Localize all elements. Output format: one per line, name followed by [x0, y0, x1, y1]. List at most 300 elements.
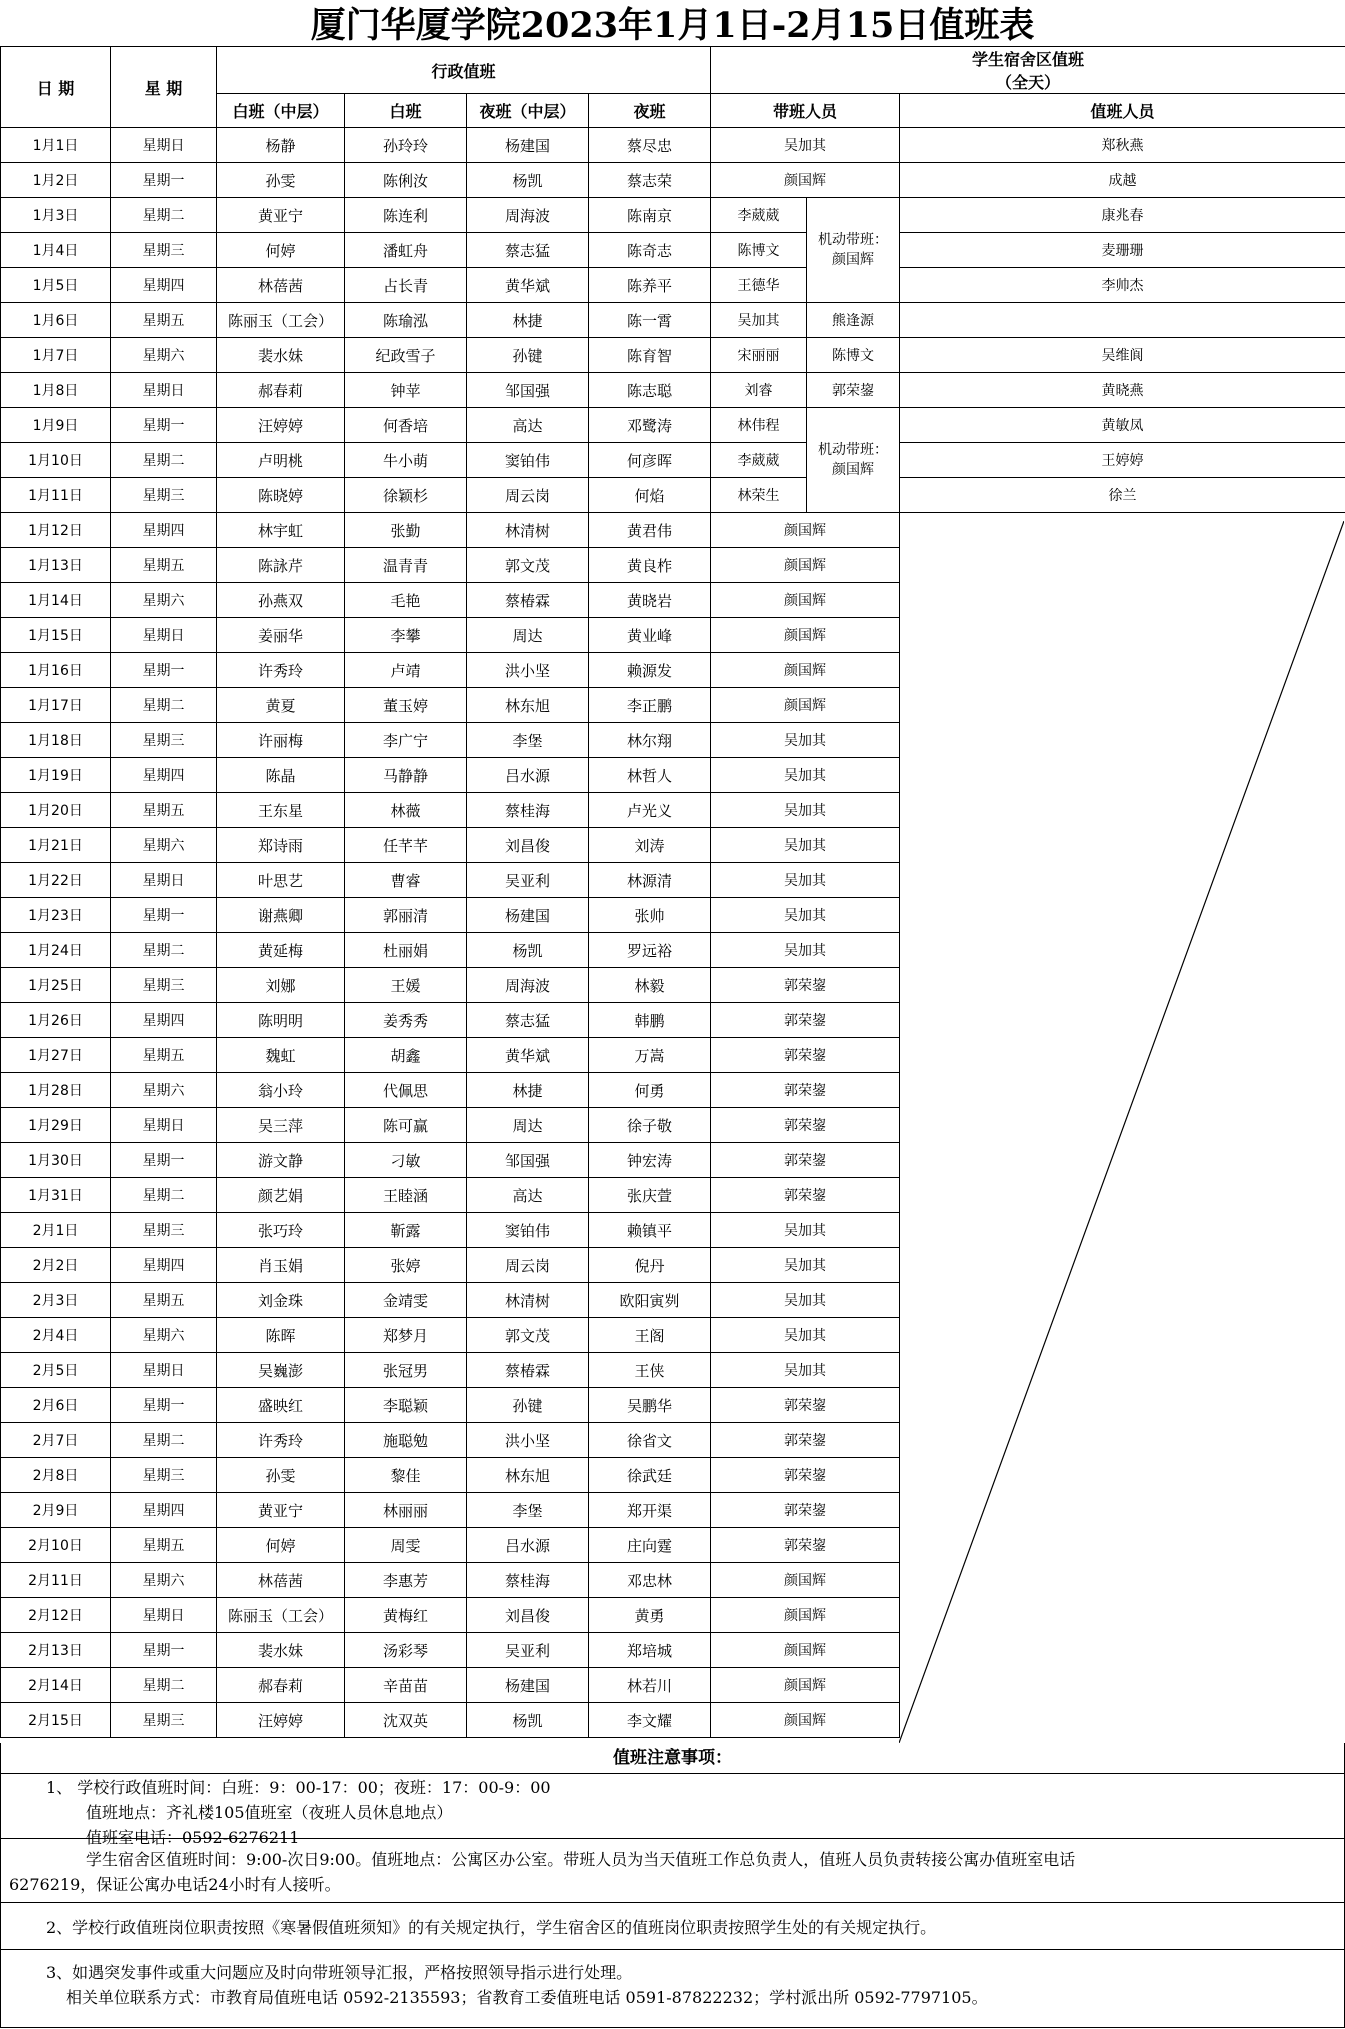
- day-cell: 王睦涵: [345, 1178, 467, 1213]
- day-cell: 代佩思: [345, 1073, 467, 1108]
- leader-cell: 郭荣鋆: [711, 1073, 900, 1108]
- weekday-cell: 星期三: [111, 723, 217, 758]
- note-1-line-2: 值班地点：齐礼楼105值班室（夜班人员休息地点）: [86, 1803, 453, 1822]
- day-mid-cell: 颜艺娟: [217, 1178, 345, 1213]
- day-cell: 钟苹: [345, 373, 467, 408]
- night-mid-cell: 杨凯: [467, 163, 589, 198]
- weekday-cell: 星期二: [111, 933, 217, 968]
- note-1b-line-1: 学生宿舍区值班时间：9:00-次日9:00。值班地点：公寓区办公室。带班人员为当天值班工作总负责人，值班人员负责转接公寓办值班室电话: [86, 1850, 1076, 1869]
- night-cell: 陈志聪: [589, 373, 711, 408]
- staff-cell: 麦珊珊: [900, 233, 1345, 268]
- leader-2-cell: 郭荣鋆: [807, 373, 900, 408]
- leader-cell: 吴加其: [711, 303, 807, 338]
- day-mid-cell: 翁小玲: [217, 1073, 345, 1108]
- day-mid-cell: 肖玉娟: [217, 1248, 345, 1283]
- night-cell: 林哲人: [589, 758, 711, 793]
- day-cell: 陈可赢: [345, 1108, 467, 1143]
- day-cell: 陈俐汝: [345, 163, 467, 198]
- date-cell: 1月29日: [1, 1108, 111, 1143]
- day-cell: 施聪勉: [345, 1423, 467, 1458]
- night-mid-cell: 周云岗: [467, 478, 589, 513]
- night-cell: 王侠: [589, 1353, 711, 1388]
- date-cell: 1月9日: [1, 408, 111, 443]
- night-mid-cell: 高达: [467, 1178, 589, 1213]
- night-mid-cell: 周海波: [467, 968, 589, 1003]
- day-mid-cell: 黄延梅: [217, 933, 345, 968]
- night-cell: 陈南京: [589, 198, 711, 233]
- day-cell: 温青青: [345, 548, 467, 583]
- day-cell: 林薇: [345, 793, 467, 828]
- day-mid-cell: 陈詠芹: [217, 548, 345, 583]
- weekday-cell: 星期六: [111, 828, 217, 863]
- day-cell: 马静静: [345, 758, 467, 793]
- day-mid-cell: 魏虹: [217, 1038, 345, 1073]
- night-mid-cell: 杨建国: [467, 128, 589, 163]
- mobile-leader-label: 机动带班：: [818, 232, 889, 248]
- day-mid-cell: 陈晖: [217, 1318, 345, 1353]
- night-cell: 何勇: [589, 1073, 711, 1108]
- day-mid-cell: 孙雯: [217, 1458, 345, 1493]
- day-mid-cell: 叶思艺: [217, 863, 345, 898]
- date-cell: 1月6日: [1, 303, 111, 338]
- night-cell: 徐武廷: [589, 1458, 711, 1493]
- day-mid-cell: 陈丽玉（工会）: [217, 1598, 345, 1633]
- day-cell: 毛艳: [345, 583, 467, 618]
- table-row: [1, 198, 1345, 233]
- header-dorm-subtitle: （全天）: [996, 73, 1061, 92]
- date-cell: 1月8日: [1, 373, 111, 408]
- weekday-cell: 星期一: [111, 1143, 217, 1178]
- mobile-leader-cell: [807, 198, 900, 303]
- night-mid-cell: 李堡: [467, 723, 589, 758]
- weekday-cell: 星期五: [111, 1038, 217, 1073]
- night-cell: 何焰: [589, 478, 711, 513]
- day-mid-cell: 裴水妹: [217, 1633, 345, 1668]
- staff-cell: 王婷婷: [900, 443, 1345, 478]
- weekday-cell: 星期日: [111, 1353, 217, 1388]
- night-mid-cell: 林东旭: [467, 688, 589, 723]
- header-staff: 值班人员: [900, 94, 1345, 128]
- day-mid-cell: 黄亚宁: [217, 198, 345, 233]
- date-cell: 2月13日: [1, 1633, 111, 1668]
- leader-cell: 林荣生: [711, 478, 807, 513]
- weekday-cell: 星期二: [111, 198, 217, 233]
- date-cell: 1月18日: [1, 723, 111, 758]
- day-mid-cell: 刘金珠: [217, 1283, 345, 1318]
- table-row: [1, 373, 1345, 408]
- header-day-mid: 白班（中层）: [217, 94, 345, 128]
- day-mid-cell: 孙燕双: [217, 583, 345, 618]
- table-row: [1, 268, 1345, 303]
- night-cell: 张庆萱: [589, 1178, 711, 1213]
- weekday-cell: 星期四: [111, 1003, 217, 1038]
- weekday-cell: 星期六: [111, 1563, 217, 1598]
- weekday-cell: 星期日: [111, 863, 217, 898]
- date-cell: 1月12日: [1, 513, 111, 548]
- weekday-cell: 星期一: [111, 898, 217, 933]
- day-cell: 李广宁: [345, 723, 467, 758]
- leader-cell: 吴加其: [711, 758, 900, 793]
- night-mid-cell: 蔡桂海: [467, 793, 589, 828]
- day-cell: 董玉婷: [345, 688, 467, 723]
- day-mid-cell: 林蓓茜: [217, 1563, 345, 1598]
- night-cell: 陈育智: [589, 338, 711, 373]
- leader-cell: 刘睿: [711, 373, 807, 408]
- day-cell: 曹睿: [345, 863, 467, 898]
- weekday-cell: 星期一: [111, 1633, 217, 1668]
- night-mid-cell: 周达: [467, 1108, 589, 1143]
- header-day: 白班: [345, 94, 467, 128]
- header-leader: 带班人员: [711, 94, 900, 128]
- staff-cell: 李帅杰: [900, 268, 1345, 303]
- night-cell: 黄勇: [589, 1598, 711, 1633]
- night-mid-cell: 郭文茂: [467, 548, 589, 583]
- day-mid-cell: 裴水妹: [217, 338, 345, 373]
- night-cell: 徐子敬: [589, 1108, 711, 1143]
- night-mid-cell: 蔡志猛: [467, 233, 589, 268]
- leader-cell: 郭荣鋆: [711, 968, 900, 1003]
- leader-cell: 宋丽丽: [711, 338, 807, 373]
- date-cell: 2月3日: [1, 1283, 111, 1318]
- day-mid-cell: 盛映红: [217, 1388, 345, 1423]
- leader-cell: 郭荣鋆: [711, 1423, 900, 1458]
- date-cell: 2月2日: [1, 1248, 111, 1283]
- night-mid-cell: 黄华斌: [467, 1038, 589, 1073]
- night-mid-cell: 孙键: [467, 1388, 589, 1423]
- night-mid-cell: 邹国强: [467, 373, 589, 408]
- leader-cell: 郭荣鋆: [711, 1458, 900, 1493]
- date-cell: 1月14日: [1, 583, 111, 618]
- night-cell: 郑开渠: [589, 1493, 711, 1528]
- weekday-cell: 星期五: [111, 548, 217, 583]
- night-cell: 卢光义: [589, 793, 711, 828]
- weekday-cell: 星期六: [111, 338, 217, 373]
- day-cell: 杜丽娟: [345, 933, 467, 968]
- night-mid-cell: 吕水源: [467, 758, 589, 793]
- date-cell: 1月4日: [1, 233, 111, 268]
- night-mid-cell: 林东旭: [467, 1458, 589, 1493]
- day-cell: 何香培: [345, 408, 467, 443]
- leader-cell: 陈博文: [711, 233, 807, 268]
- day-cell: 郑梦月: [345, 1318, 467, 1353]
- night-cell: 林尔翔: [589, 723, 711, 758]
- day-cell: 郭丽清: [345, 898, 467, 933]
- day-mid-cell: 谢燕卿: [217, 898, 345, 933]
- day-cell: 任芊芊: [345, 828, 467, 863]
- night-mid-cell: 孙键: [467, 338, 589, 373]
- night-cell: 李文耀: [589, 1703, 711, 1738]
- day-mid-cell: 吴巍澎: [217, 1353, 345, 1388]
- night-mid-cell: 李堡: [467, 1493, 589, 1528]
- date-cell: 2月12日: [1, 1598, 111, 1633]
- night-mid-cell: 窦铂伟: [467, 443, 589, 478]
- leader-cell: 颜国辉: [711, 618, 900, 653]
- weekday-cell: 星期四: [111, 1493, 217, 1528]
- night-mid-cell: 刘昌俊: [467, 828, 589, 863]
- table-row: [1, 443, 1345, 478]
- leader-cell: 颜国辉: [711, 688, 900, 723]
- date-cell: 1月3日: [1, 198, 111, 233]
- date-cell: 2月1日: [1, 1213, 111, 1248]
- date-cell: 1月2日: [1, 163, 111, 198]
- night-mid-cell: 蔡桂海: [467, 1563, 589, 1598]
- date-cell: 2月14日: [1, 1668, 111, 1703]
- weekday-cell: 星期一: [111, 408, 217, 443]
- header-admin-duty: 行政值班: [217, 47, 711, 94]
- date-cell: 1月5日: [1, 268, 111, 303]
- day-cell: 李惠芳: [345, 1563, 467, 1598]
- date-cell: 1月16日: [1, 653, 111, 688]
- date-cell: 2月4日: [1, 1318, 111, 1353]
- date-cell: 1月21日: [1, 828, 111, 863]
- day-mid-cell: 何婷: [217, 1528, 345, 1563]
- leader-cell: 颜国辉: [711, 1598, 900, 1633]
- date-cell: 1月25日: [1, 968, 111, 1003]
- header-dorm-title: 学生宿舍区值班: [972, 50, 1085, 69]
- day-cell: 孙玲玲: [345, 128, 467, 163]
- night-cell: 赖镇平: [589, 1213, 711, 1248]
- date-cell: 2月15日: [1, 1703, 111, 1738]
- night-mid-cell: 林捷: [467, 1073, 589, 1108]
- night-mid-cell: 邹国强: [467, 1143, 589, 1178]
- date-cell: 2月11日: [1, 1563, 111, 1598]
- leader-cell: 颜国辉: [711, 1633, 900, 1668]
- night-cell: 张帅: [589, 898, 711, 933]
- note-1-dorm: [1, 1839, 1344, 1903]
- staff-cell: 吴维阆: [900, 338, 1345, 373]
- leader-cell: 吴加其: [711, 933, 900, 968]
- date-cell: 1月27日: [1, 1038, 111, 1073]
- leader-cell: 颜国辉: [711, 1563, 900, 1598]
- night-mid-cell: 郭文茂: [467, 1318, 589, 1353]
- weekday-cell: 星期四: [111, 758, 217, 793]
- date-cell: 2月7日: [1, 1423, 111, 1458]
- header-night-mid: 夜班（中层）: [467, 94, 589, 128]
- weekday-cell: 星期三: [111, 478, 217, 513]
- day-cell: 金靖雯: [345, 1283, 467, 1318]
- weekday-cell: 星期日: [111, 618, 217, 653]
- leader-cell: 吴加其: [711, 1283, 900, 1318]
- leader-2-cell: 陈博文: [807, 338, 900, 373]
- date-cell: 2月10日: [1, 1528, 111, 1563]
- night-mid-cell: 杨建国: [467, 898, 589, 933]
- note-3-line-2: 相关单位联系方式：市教育局值班电话 0592-2135593；省教育工委值班电话 0591-87822232；学村派出所 0592-7797105。: [66, 1988, 988, 2007]
- night-cell: 黄晓岩: [589, 583, 711, 618]
- night-cell: 庄向霆: [589, 1528, 711, 1563]
- day-cell: 林丽丽: [345, 1493, 467, 1528]
- note-2: [1, 1903, 1344, 1950]
- empty-staff-area: [900, 513, 1345, 1738]
- day-cell: 胡鑫: [345, 1038, 467, 1073]
- leader-cell: 吴加其: [711, 1318, 900, 1353]
- table-row: [1, 513, 1345, 548]
- leader-cell: 吴加其: [711, 1353, 900, 1388]
- day-cell: 卢靖: [345, 653, 467, 688]
- note-3: [1, 1950, 1344, 2025]
- night-mid-cell: 林清树: [467, 513, 589, 548]
- day-cell: 汤彩琴: [345, 1633, 467, 1668]
- date-cell: 1月1日: [1, 128, 111, 163]
- date-cell: 1月28日: [1, 1073, 111, 1108]
- header-weekday: 星 期: [111, 47, 217, 128]
- leader-cell: 郭荣鋆: [711, 1143, 900, 1178]
- header-dorm-duty: [711, 47, 1345, 94]
- leader-cell: 颜国辉: [711, 1668, 900, 1703]
- weekday-cell: 星期二: [111, 1423, 217, 1458]
- date-cell: 1月19日: [1, 758, 111, 793]
- night-cell: 邓鹭涛: [589, 408, 711, 443]
- leader-cell: 吴加其: [711, 1248, 900, 1283]
- duty-notes: [0, 1743, 1345, 2028]
- leader-cell: 吴加其: [711, 1213, 900, 1248]
- night-mid-cell: 洪小坚: [467, 1423, 589, 1458]
- staff-cell: 黄晓燕: [900, 373, 1345, 408]
- night-mid-cell: 窦铂伟: [467, 1213, 589, 1248]
- night-mid-cell: 吕水源: [467, 1528, 589, 1563]
- night-cell: 欧阳寅刿: [589, 1283, 711, 1318]
- staff-cell: 成越: [900, 163, 1345, 198]
- night-mid-cell: 杨建国: [467, 1668, 589, 1703]
- note-1-line-1: 1、 学校行政值班时间：白班：9：00-17：00；夜班：17：00-9：00: [46, 1778, 551, 1797]
- weekday-cell: 星期日: [111, 128, 217, 163]
- weekday-cell: 星期五: [111, 1283, 217, 1318]
- day-cell: 姜秀秀: [345, 1003, 467, 1038]
- weekday-cell: 星期三: [111, 1458, 217, 1493]
- night-mid-cell: 林清树: [467, 1283, 589, 1318]
- day-mid-cell: 林宇虹: [217, 513, 345, 548]
- weekday-cell: 星期四: [111, 513, 217, 548]
- date-cell: 2月5日: [1, 1353, 111, 1388]
- date-cell: 1月30日: [1, 1143, 111, 1178]
- day-mid-cell: 汪婷婷: [217, 1703, 345, 1738]
- day-cell: 张冠男: [345, 1353, 467, 1388]
- weekday-cell: 星期日: [111, 1598, 217, 1633]
- weekday-cell: 星期四: [111, 268, 217, 303]
- day-cell: 陈瑜泓: [345, 303, 467, 338]
- header-date: 日 期: [1, 47, 111, 128]
- schedule-table: [0, 46, 1345, 1738]
- night-cell: 黄君伟: [589, 513, 711, 548]
- day-mid-cell: 黄夏: [217, 688, 345, 723]
- night-cell: 陈养平: [589, 268, 711, 303]
- day-mid-cell: 陈晓婷: [217, 478, 345, 513]
- leader-cell: 颜国辉: [711, 513, 900, 548]
- weekday-cell: 星期日: [111, 1108, 217, 1143]
- date-cell: 1月15日: [1, 618, 111, 653]
- leader-cell: 颜国辉: [711, 548, 900, 583]
- leader-cell: 吴加其: [711, 863, 900, 898]
- night-mid-cell: 吴亚利: [467, 1633, 589, 1668]
- night-cell: 万嵩: [589, 1038, 711, 1073]
- night-cell: 林若川: [589, 1668, 711, 1703]
- day-cell: 周雯: [345, 1528, 467, 1563]
- night-cell: 郑培城: [589, 1633, 711, 1668]
- notes-title: 值班注意事项：: [1, 1743, 1344, 1774]
- day-mid-cell: 何婷: [217, 233, 345, 268]
- night-mid-cell: 蔡椿霖: [467, 583, 589, 618]
- night-mid-cell: 周云岗: [467, 1248, 589, 1283]
- table-row: [1, 408, 1345, 443]
- weekday-cell: 星期二: [111, 688, 217, 723]
- note-2-line: 2、学校行政值班岗位职责按照《寒暑假值班须知》的有关规定执行，学生宿舍区的值班岗位职责按照学生处的有关规定执行。: [46, 1918, 937, 1937]
- day-cell: 刁敏: [345, 1143, 467, 1178]
- leader-cell: 吴加其: [711, 793, 900, 828]
- day-cell: 李聪颖: [345, 1388, 467, 1423]
- day-cell: 黎佳: [345, 1458, 467, 1493]
- weekday-cell: 星期三: [111, 1213, 217, 1248]
- night-mid-cell: 高达: [467, 408, 589, 443]
- table-row: [1, 478, 1345, 513]
- page-title: 厦门华厦学院2023年1月1日-2月15日值班表: [310, 5, 1035, 46]
- leader-cell: 李葳葳: [711, 198, 807, 233]
- night-cell: 罗远裕: [589, 933, 711, 968]
- day-cell: 王媛: [345, 968, 467, 1003]
- staff-cell: 徐兰: [900, 478, 1345, 513]
- staff-cell: 黄敏凤: [900, 408, 1345, 443]
- day-mid-cell: 游文静: [217, 1143, 345, 1178]
- mobile-leader-name: 颜国辉: [832, 462, 875, 478]
- day-cell: 张勤: [345, 513, 467, 548]
- night-mid-cell: 林捷: [467, 303, 589, 338]
- night-mid-cell: 黄华斌: [467, 268, 589, 303]
- note-1b-line-2: 6276219，保证公寓办电话24小时有人接听。: [9, 1875, 341, 1894]
- weekday-cell: 星期三: [111, 1703, 217, 1738]
- weekday-cell: 星期三: [111, 233, 217, 268]
- night-cell: 何彦晖: [589, 443, 711, 478]
- leader-cell: 王德华: [711, 268, 807, 303]
- leader-cell: 颜国辉: [711, 653, 900, 688]
- day-cell: 潘虹舟: [345, 233, 467, 268]
- day-cell: 陈连利: [345, 198, 467, 233]
- day-mid-cell: 吴三萍: [217, 1108, 345, 1143]
- weekday-cell: 星期二: [111, 1668, 217, 1703]
- night-cell: 韩鹏: [589, 1003, 711, 1038]
- night-cell: 李正鹏: [589, 688, 711, 723]
- note-3-line-1: 3、如遇突发事件或重大问题应及时向带班领导汇报，严格按照领导指示进行处理。: [46, 1963, 633, 1982]
- date-cell: 2月6日: [1, 1388, 111, 1423]
- table-row: [1, 163, 1345, 198]
- leader-cell: 郭荣鋆: [711, 1528, 900, 1563]
- night-cell: 王阁: [589, 1318, 711, 1353]
- date-cell: 1月7日: [1, 338, 111, 373]
- date-cell: 1月31日: [1, 1178, 111, 1213]
- night-cell: 蔡志荣: [589, 163, 711, 198]
- weekday-cell: 星期一: [111, 653, 217, 688]
- day-mid-cell: 林蓓茜: [217, 268, 345, 303]
- day-cell: 张婷: [345, 1248, 467, 1283]
- day-mid-cell: 陈明明: [217, 1003, 345, 1038]
- leader-cell: 颜国辉: [711, 583, 900, 618]
- weekday-cell: 星期一: [111, 163, 217, 198]
- header-night: 夜班: [589, 94, 711, 128]
- leader-cell: 郭荣鋆: [711, 1003, 900, 1038]
- night-mid-cell: 蔡志猛: [467, 1003, 589, 1038]
- date-cell: 1月26日: [1, 1003, 111, 1038]
- night-cell: 陈一霄: [589, 303, 711, 338]
- weekday-cell: 星期六: [111, 1318, 217, 1353]
- leader-cell: 郭荣鋆: [711, 1178, 900, 1213]
- day-mid-cell: 孙雯: [217, 163, 345, 198]
- day-mid-cell: 姜丽华: [217, 618, 345, 653]
- night-cell: 倪丹: [589, 1248, 711, 1283]
- night-mid-cell: 杨凯: [467, 933, 589, 968]
- day-mid-cell: 陈晶: [217, 758, 345, 793]
- date-cell: 1月24日: [1, 933, 111, 968]
- weekday-cell: 星期五: [111, 793, 217, 828]
- night-cell: 吴鹏华: [589, 1388, 711, 1423]
- mobile-leader-label: 机动带班：: [818, 442, 889, 458]
- date-cell: 1月13日: [1, 548, 111, 583]
